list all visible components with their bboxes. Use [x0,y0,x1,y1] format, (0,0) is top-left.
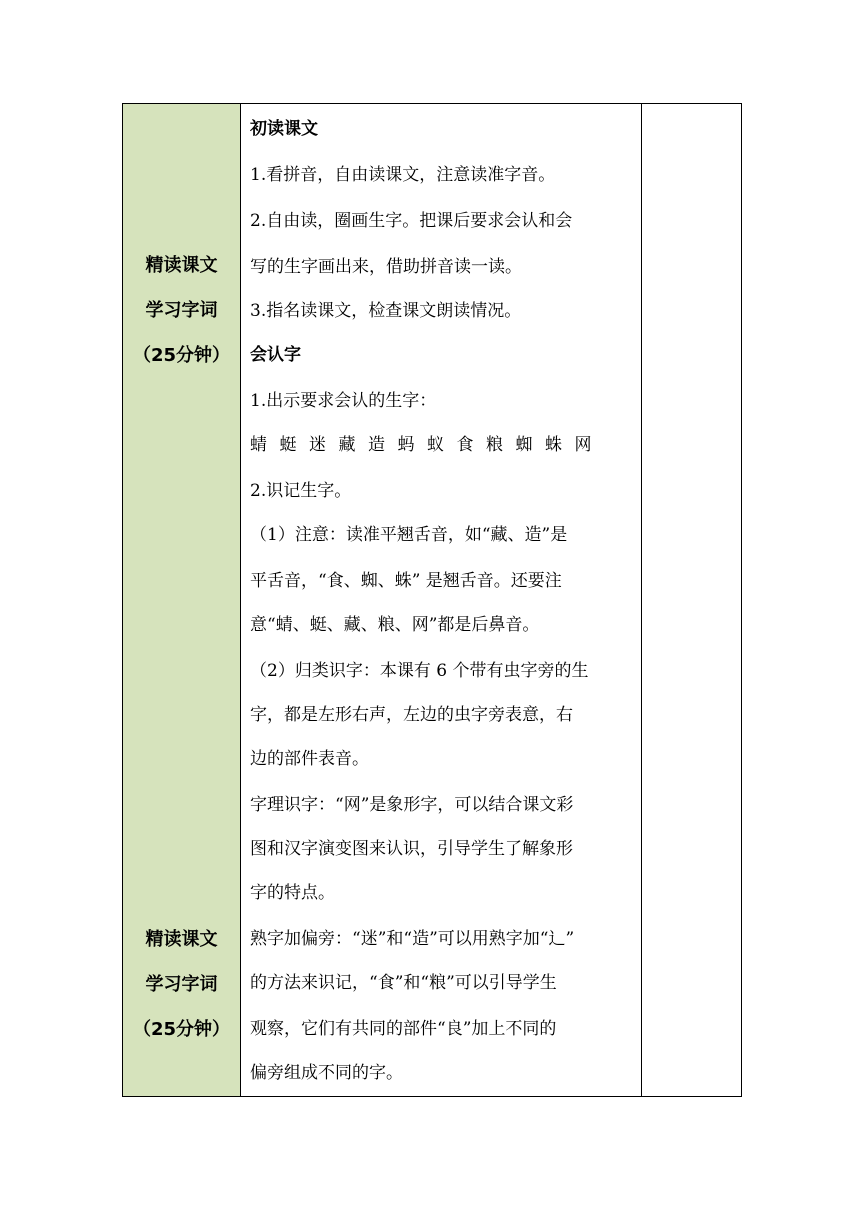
content-line: 的方法来识记，“食”和“粮”可以引导学生 [250,973,557,993]
content-line: 熟字加偏旁：“迷”和“造”可以用熟字加“辶” [250,929,575,949]
content-cell [241,104,642,1097]
section-heading-first-reading: 初读课文 [250,119,318,139]
stage-label-line: 学习字词 [145,974,218,995]
character: 食 [456,435,474,455]
content-line: 边的部件表音。 [250,749,369,769]
character: 蛛 [545,435,562,455]
table-row [123,104,742,1097]
character: 造 [368,435,385,455]
content-line: 字，都是左形右声，左边的虫字旁表意，右 [250,705,573,725]
content-line: （1）注意：读准平翘舌音，如“藏、造”是 [250,525,568,545]
section-heading-recognize-chars: 会认字 [250,345,301,365]
content-line: 字的特点。 [250,883,335,903]
stage-label-line: （25分钟） [132,345,231,366]
content-line: 字理识字：“网”是象形字，可以结合课文彩 [250,795,574,815]
content-line: 观察，它们有共同的部件“良”加上不同的 [250,1019,557,1039]
notes-cell [642,104,742,1097]
content-line: （2）归类识字：本课有 6 个带有虫字旁的生 [250,661,589,681]
stage-label-line: 精读课文 [145,929,218,950]
character-list [250,422,604,468]
content-line: 2.识记生字。 [250,481,352,501]
content-line: 1.出示要求会认的生字： [250,391,437,411]
content-line: 意“蜻、蜓、藏、粮、网”都是后鼻音。 [250,615,540,635]
content-line: 平舌音，“食、蜘、蛛” 是翘舌音。还要注 [250,571,562,591]
stage-label-line: 学习字词 [145,300,218,321]
character: 蜻 [250,435,267,455]
character: 迷 [309,435,326,455]
character: 粮 [486,435,503,455]
stage-label-line: 精读课文 [145,255,218,276]
content-line: 写的生字画出来，借助拼音读一读。 [250,257,522,277]
stage-label-cell [123,104,241,1097]
content-line: 偏旁组成不同的字。 [250,1063,403,1083]
character: 网 [574,435,592,455]
content-line: 1.看拼音，自由读课文，注意读准字音。 [250,165,556,185]
content-line: 图和汉字演变图来认识，引导学生了解象形 [250,839,573,859]
lesson-plan-table [122,103,742,1097]
character: 蜘 [515,435,533,455]
character: 蜓 [279,435,297,455]
content-line: 3.指名读课文，检查课文朗读情况。 [250,301,522,321]
character: 蚂 [397,435,415,455]
character: 蚁 [427,435,444,455]
content-line: 2.自由读，圈画生字。把课后要求会认和会 [250,211,573,231]
stage-label-2 [123,917,240,1052]
character: 藏 [338,435,356,455]
stage-label-line: （25分钟） [132,1019,231,1040]
stage-label-1 [123,243,240,378]
